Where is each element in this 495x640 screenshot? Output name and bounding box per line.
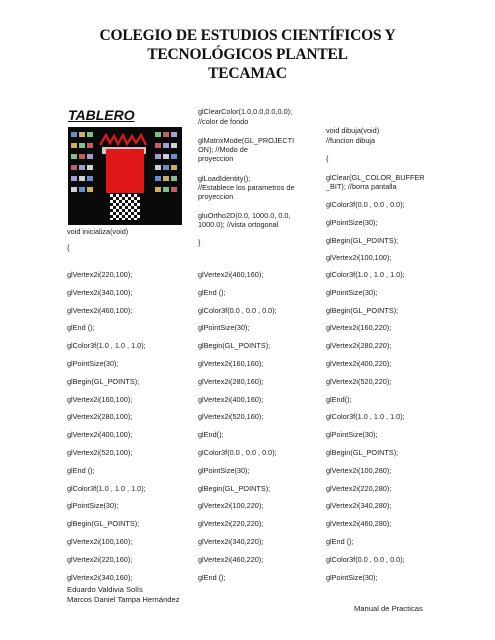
desktop-icon <box>155 176 161 181</box>
desktop-icon <box>87 176 93 181</box>
desktop-icon <box>163 143 169 148</box>
opengl-window-screenshot <box>68 127 182 225</box>
desktop-icon <box>79 154 85 159</box>
code-line: glPointSize(30); <box>326 572 378 582</box>
code-line: glVertex2i(340,160); <box>67 572 133 582</box>
code-line: glVertex2i(520,160); <box>198 412 264 422</box>
desktop-icon <box>87 143 93 148</box>
code-line: glColor3f(0.0 , 0.0 , 0.0); <box>326 200 405 209</box>
code-line: glVertex2i(400,160); <box>198 394 264 404</box>
desktop-icon <box>163 132 169 137</box>
code-line: void inicializa(void) <box>67 227 129 236</box>
code-line: glBegin(GL_POINTS); <box>326 448 399 457</box>
code-line: glPointSize(30); <box>67 501 119 511</box>
code-line: glPointSize(30); <box>198 465 250 475</box>
code-line: glBegin(GL_POINTS); <box>67 376 140 386</box>
desktop-icon <box>171 154 177 159</box>
desktop-icon <box>79 187 85 192</box>
code-line: { <box>326 154 329 163</box>
code-line: glPointSize(30); <box>326 218 378 227</box>
desktop-icon <box>87 165 93 170</box>
author-1: Eduardo Valdivia Solís <box>67 585 143 594</box>
section-heading: TABLERO <box>68 107 135 123</box>
logo-graphic <box>98 133 148 147</box>
desktop-icon <box>79 165 85 170</box>
code-line: glPointSize(30); <box>326 287 378 297</box>
code-line: glVertex2i(460,220); <box>198 554 264 564</box>
code-line: glEnd (); <box>198 287 226 297</box>
code-line: glVertex2i(520,220); <box>326 376 392 386</box>
code-line: glPointSize(30); <box>67 359 119 368</box>
desktop-icon <box>79 132 85 137</box>
desktop-icon <box>163 187 169 192</box>
code-line: glVertex2i(340,220); <box>198 537 264 546</box>
code-line: glVertex2i(220,220); <box>198 519 264 529</box>
code-line: glColor3f(1.0 , 1.0 , 1.0); <box>326 412 405 422</box>
code-line: glVertex2i(280,160); <box>198 376 264 386</box>
code-line: proyeccion <box>198 192 234 201</box>
code-line: glVertex2i(340,100); <box>67 287 133 297</box>
code-line: glClear(GL_COLOR_BUFFER <box>326 173 425 182</box>
code-line: glVertex2i(520,100); <box>67 448 133 457</box>
code-line: glBegin(GL_POINTS); <box>326 305 399 315</box>
code-line: glEnd(); <box>326 394 352 404</box>
title-line-1: COLEGIO DE ESTUDIOS CIENTÍFICOS Y TECNOLÓGICOS PLANTEL <box>99 27 396 63</box>
code-line: glBegin(GL_POINTS); <box>198 341 271 351</box>
code-line: gluOrtho2D(0.0, 1000.0, 0.0, <box>198 211 291 220</box>
code-line: glVertex2i(340,280); <box>326 501 392 511</box>
desktop-icon <box>171 187 177 192</box>
code-line: //funcion dibuja <box>326 136 376 145</box>
document-title <box>40 26 455 83</box>
code-line: _BIT); //borra pantalla <box>326 182 397 191</box>
code-line: glLoadIdentity(); <box>198 174 251 183</box>
desktop-icon <box>171 165 177 170</box>
desktop-icon <box>171 132 177 137</box>
code-line: void dibuja(void) <box>326 126 380 135</box>
code-line: glEnd (); <box>67 465 95 475</box>
desktop-icon <box>79 176 85 181</box>
desktop-icon <box>155 143 161 148</box>
desktop-icon <box>71 132 77 137</box>
code-line: glVertex2i(280,220); <box>326 341 392 351</box>
code-line: glVertex2i(100,100); <box>326 253 392 262</box>
code-line: //Establece los parametros de <box>198 183 295 192</box>
desktop-icon <box>171 143 177 148</box>
code-line: glColor3f(0.0 , 0.0 , 0.0); <box>198 448 277 457</box>
footer-text: Manual de Practicas <box>354 604 423 613</box>
code-line: glEnd (); <box>67 323 95 333</box>
code-line: glBegin(GL_POINTS); <box>198 483 271 493</box>
desktop-icon <box>87 154 93 159</box>
code-line: glVertex2i(220,280); <box>326 483 392 493</box>
code-line: glVertex2i(160,220); <box>326 323 392 333</box>
desktop-icon <box>155 165 161 170</box>
code-line: glVertex2i(220,160); <box>67 554 133 564</box>
desktop-icon <box>87 187 93 192</box>
code-line: glVertex2i(160,100); <box>67 394 133 404</box>
code-line: { <box>67 243 70 252</box>
code-line: glVertex2i(160,160); <box>198 359 264 368</box>
desktop-icon <box>163 165 169 170</box>
code-line: //color de fondo <box>198 117 249 126</box>
code-line: } <box>198 238 201 247</box>
code-line: glMatrixMode(GL_PROJECTI <box>198 136 295 145</box>
code-line: glColor3f(1.0 , 1.0 , 1.0); <box>326 270 405 279</box>
desktop-icon <box>171 176 177 181</box>
code-line: glColor3f(1.0 , 1.0 , 1.0); <box>67 483 146 493</box>
red-panel <box>106 149 144 193</box>
code-line: glVertex2i(100,160); <box>67 537 133 546</box>
code-line: glEnd(); <box>198 430 224 440</box>
desktop-icon <box>71 165 77 170</box>
code-line: glVertex2i(220,100); <box>67 270 133 279</box>
code-line: glEnd (); <box>326 537 354 546</box>
code-line: glBegin(GL_POINTS); <box>326 236 399 245</box>
code-line: glColor3f(0.0 , 0.0 , 0.0); <box>198 305 277 315</box>
code-line: glVertex2i(100,220); <box>198 501 264 511</box>
desktop-icon <box>155 154 161 159</box>
desktop-icon <box>71 176 77 181</box>
title-line-2: TECAMAC <box>208 65 287 82</box>
author-2: Marcos Daniel Tampa Hernández <box>67 595 180 604</box>
code-line: proyeccion <box>198 154 234 163</box>
code-line: glVertex2i(400,100); <box>67 430 133 440</box>
code-line: glBegin(GL_POINTS); <box>67 519 140 529</box>
code-line: ON); //Modo de <box>198 145 248 154</box>
checkerboard <box>110 194 140 220</box>
desktop-icon <box>163 154 169 159</box>
code-line: glVertex2i(400,220); <box>326 359 392 368</box>
code-line: glVertex2i(460,100); <box>67 305 133 315</box>
desktop-icon <box>71 154 77 159</box>
code-line: glClearColor(1.0,0.0,0.0,0.0); <box>198 107 293 116</box>
code-line: glPointSize(30); <box>326 430 378 440</box>
desktop-icon <box>163 176 169 181</box>
code-line: glPointSize(30); <box>198 323 250 333</box>
code-line: 1000.0); //vista ortogonal <box>198 220 279 229</box>
desktop-icon <box>87 132 93 137</box>
code-line: glColor3f(1.0 , 1.0 , 1.0); <box>67 341 146 351</box>
desktop-icon <box>155 132 161 137</box>
code-line: glVertex2i(100,280); <box>326 465 392 475</box>
code-line: glVertex2i(460,280); <box>326 519 392 529</box>
code-line: glEnd (); <box>198 572 226 582</box>
desktop-icon <box>79 143 85 148</box>
desktop-icon <box>155 187 161 192</box>
desktop-icon <box>71 143 77 148</box>
code-line: glVertex2i(280,100); <box>67 412 133 422</box>
code-line: glColor3f(0.0 , 0.0 , 0.0); <box>326 554 405 564</box>
desktop-icon <box>71 187 77 192</box>
code-line: glVertex2i(460,160); <box>198 270 264 279</box>
